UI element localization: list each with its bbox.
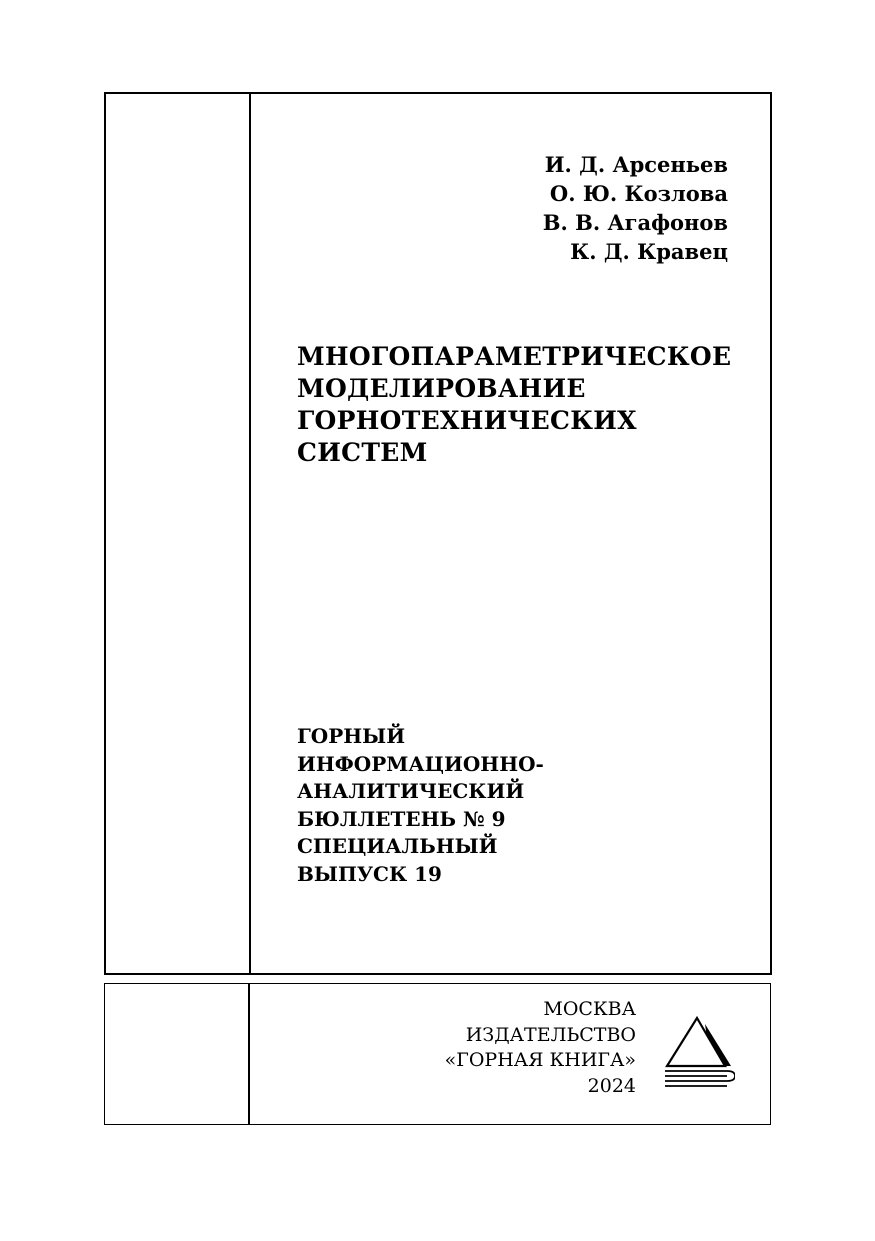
series-line: БЮЛЛЕТЕНЬ № 9 (297, 806, 506, 831)
publisher-imprint (445, 997, 636, 1099)
book-title (297, 341, 731, 469)
author-name: И. Д. Арсеньев (544, 152, 728, 177)
series-line: ГОРНЫЙ (297, 724, 406, 748)
authors-list (543, 150, 728, 266)
series-line: АНАЛИТИЧЕСКИЙ (297, 779, 525, 803)
book-title-line: ГОРНОТЕХНИЧЕСКИХ (297, 406, 637, 435)
frame-divider (249, 94, 251, 973)
author-name: К. Д. Кравец (570, 239, 728, 264)
publisher-house-name: «ГОРНАЯ КНИГА» (444, 1049, 636, 1071)
publisher-city: МОСКВА (543, 998, 636, 1020)
imprint-divider (248, 984, 250, 1124)
series-line: СПЕЦИАЛЬНЫЙ (297, 834, 498, 858)
author-name: В. В. Агафонов (542, 210, 728, 235)
series-line: ИНФОРМАЦИОННО- (297, 751, 544, 776)
book-title-line: МОДЕЛИРОВАНИЕ (297, 374, 586, 403)
author-name: О. Ю. Козлова (549, 181, 728, 206)
book-title-line: СИСТЕМ (297, 438, 428, 467)
mountain-book-logo-icon (661, 1014, 735, 1090)
book-title-line: МНОГОПАРАМЕТРИЧЕСКОЕ (297, 342, 732, 371)
series-line: ВЫПУСК 19 (297, 861, 442, 886)
publication-year: 2024 (587, 1074, 636, 1097)
publisher-house: ИЗДАТЕЛЬСТВО (465, 1023, 636, 1046)
series-info (297, 723, 544, 888)
